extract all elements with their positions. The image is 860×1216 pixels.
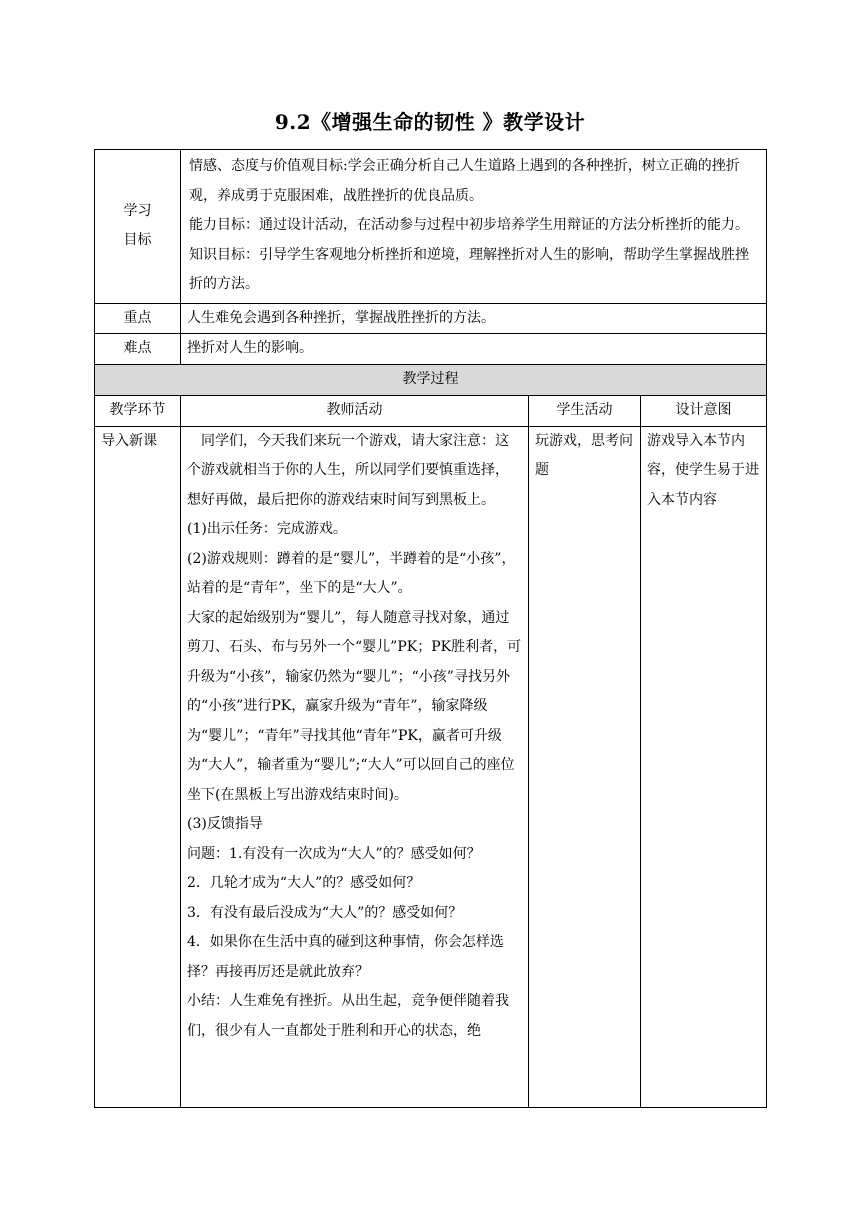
goals-label-text: 学习目标	[123, 203, 152, 249]
goal-emotion: 情感、态度与价值观目标:学会正确分析自己人生道路上遇到的各种挫折，树立正确的挫折观，养成勇于克服困难，战胜挫折的优良品质。	[189, 158, 740, 204]
teacher-para: 同学们，今天我们来玩一个游戏，请大家注意：这个游戏就相当于你的人生，所以同学们要慎重选择，想好再做，最后把你的游戏结束时间写到黑板上。	[187, 432, 509, 508]
teacher-para: 大家的起始级别为“婴儿”，每人随意寻找对象，通过剪刀、石头、布与另外一个“婴儿”PK；PK胜利者，可升级为“小孩”，输家仍然为“婴儿”；“小孩”寻找另外的“小孩”进行PK，赢家升级为“青年”，输家降级为“婴儿”；“青年”寻找其他“青年”PK，赢者可升级为“大人”，输者重为“婴儿”;“大人”可以回自己的座位坐下(在黑板上写出游戏结束时间)。	[187, 609, 522, 803]
header-teacher: 教师活动	[181, 395, 529, 426]
process-row-intro	[95, 426, 767, 1107]
header-student: 学生活动	[529, 395, 641, 426]
teacher-para: 4．如果你在生活中真的碰到这种事情，你会怎样选择？再接再厉还是就此放弃？	[187, 934, 504, 980]
lesson-plan-table	[94, 149, 767, 1108]
process-header-row	[95, 395, 767, 426]
key-point-label: 重点	[95, 303, 181, 334]
goals-row	[95, 150, 767, 304]
student-activity-cell: 玩游戏，思考问题	[529, 426, 641, 1107]
document-title: 9.2《增强生命的韧性 》教学设计	[274, 110, 586, 134]
design-intent-cell: 游戏导入本节内容，使学生易于进入本节内容	[641, 426, 767, 1107]
goals-content	[181, 150, 767, 304]
teacher-para: (3)反馈指导	[187, 816, 263, 832]
teacher-para: 问题：1.有没有一次成为“大人”的？感受如何？	[187, 845, 481, 862]
teacher-para: (1)出示任务：完成游戏。	[187, 521, 347, 537]
key-point-text: 人生难免会遇到各种挫折，掌握战胜挫折的方法。	[181, 303, 767, 334]
teacher-para: 小结：人生难免有挫折。从出生起，竞争便伴随着我们，很少有人一直都处于胜利和开心的状态，绝	[187, 993, 509, 1039]
teacher-activity-cell	[181, 426, 529, 1107]
header-intent: 设计意图	[641, 395, 767, 426]
stage-cell: 导入新课	[95, 426, 181, 1107]
goal-knowledge: 知识目标：引导学生客观地分析挫折和逆境，理解挫折对人生的影响，帮助学生掌握战胜挫折的方法。	[189, 246, 749, 292]
goals-label	[95, 150, 181, 304]
header-stage: 教学环节	[95, 395, 181, 426]
key-point-row	[95, 303, 767, 334]
process-banner: 教学过程	[95, 364, 767, 395]
teacher-para: 2．几轮才成为“大人”的？感受如何？	[187, 875, 421, 891]
difficulty-text: 挫折对人生的影响。	[181, 334, 767, 365]
difficulty-label: 难点	[95, 334, 181, 365]
teacher-para: 3．有没有最后没成为“大人”的？感受如何？	[187, 904, 463, 921]
teacher-para: (2)游戏规则：蹲着的是“婴儿”，半蹲着的是“小孩”，站着的是“青年”，坐下的是“大人”。	[187, 550, 516, 596]
process-banner-row	[95, 364, 767, 395]
difficulty-row	[95, 334, 767, 365]
goal-ability: 能力目标：通过设计活动，在活动参与过程中初步培养学生用辩证的方法分析挫折的能力。	[189, 217, 749, 233]
